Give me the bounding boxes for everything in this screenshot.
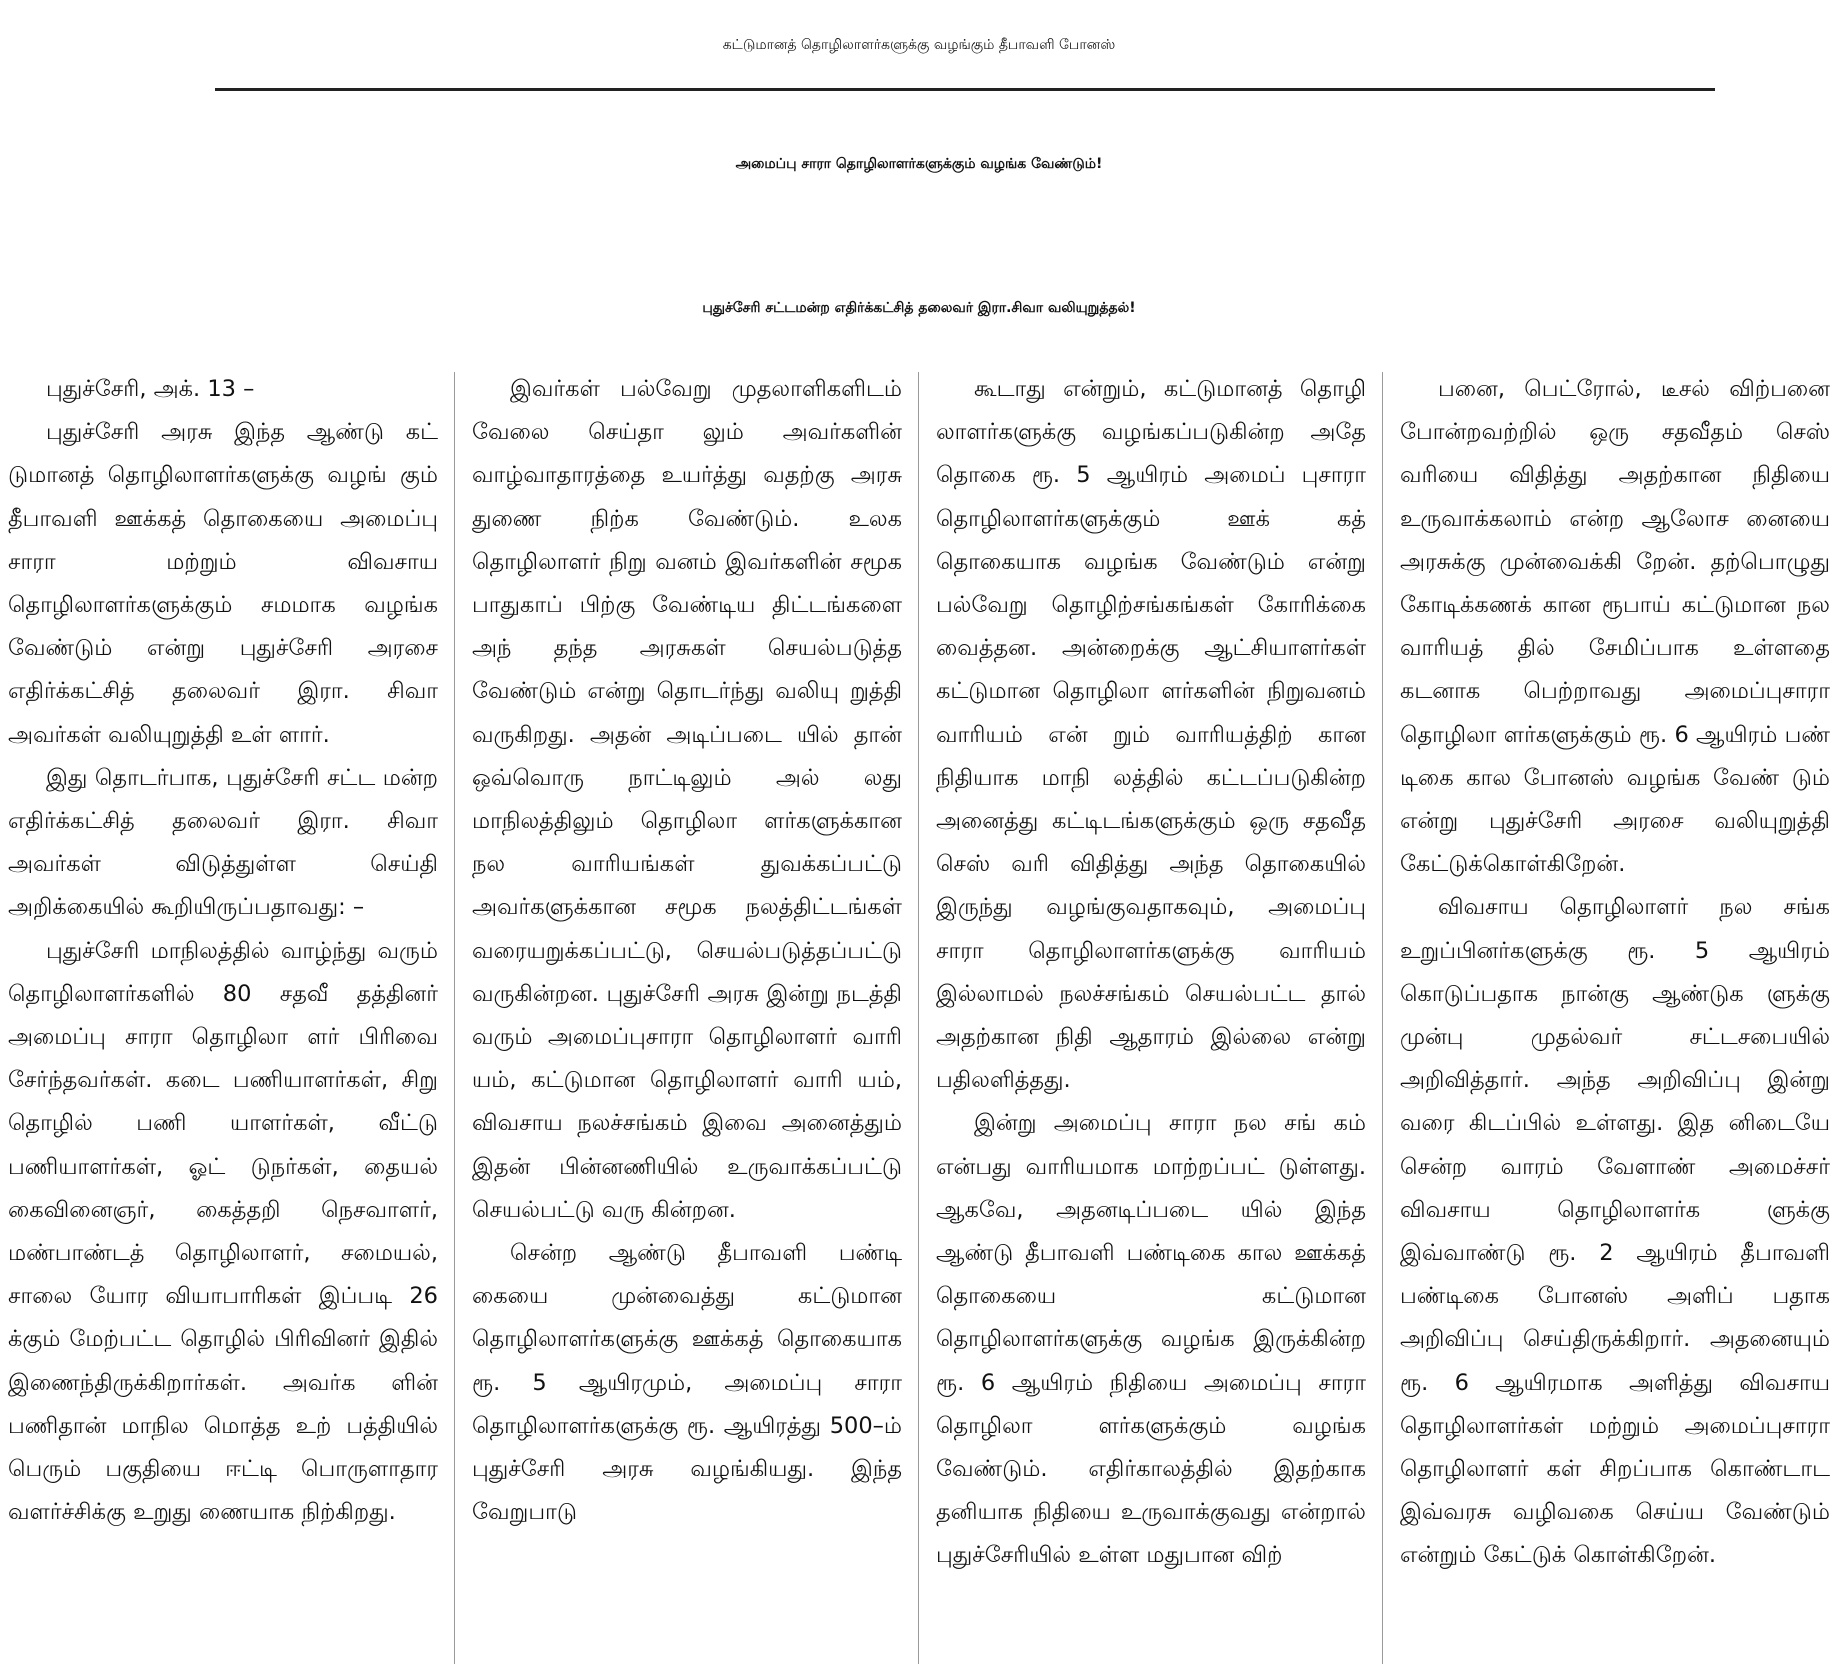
column-divider [918, 372, 919, 1664]
paragraph: இவர்கள் பல்வேறு முதலாளிகளிடம் வேலை செய்தா லும் அவர்களின் வாழ்வாதாரத்தை உயர்த்து வதற்கு அரசு துணை நிற்க வேண்டும். உலக தொழிலாளர் நிறு வனம் இவர்களின் சமூக பாதுகாப் பிற்கு வேண்டிய திட்டங்களை அந் தந்த அரசுகள் செயல்படுத்த வேண்டும் என்று தொடர்ந்து வலியு றுத்தி வருகிறது. அதன் அடிப்படை யில் தான் ஒவ்வொரு நாட்டிலும் அல் லது மாநிலத்திலும் தொழிலா ளர்களுக்கான நல வாரியங்கள் துவக்கப்பட்டு அவர்களுக்கான சமூக நலத்திட்டங்கள் வரையறுக்கப்பட்டு, செயல்படுத்தப்பட்டு வருகின்றன. புதுச்சேரி அரசு இன்று நடத்தி வரும் அமைப்புசாரா தொழிலாளர் வாரி யம், கட்டுமான தொழிலாளர் வாரி யம், விவசாய நலச்சங்கம் இவை அனைத்தும் இதன் பின்னணியில் உருவாக்கப்பட்டு செயல்பட்டு வரு கின்றன. [472, 376, 902, 1223]
paragraph-dateline: புதுச்சேரி, அக். 13 – [46, 376, 255, 402]
paragraph: புதுச்சேரி மாநிலத்தில் வாழ்ந்து வரும் தொழிலாளர்களில் 80 சதவீ தத்தினர் அமைப்பு சாரா தொழிலா ளர் பிரிவை சேர்ந்தவர்கள். கடை பணியாளர்கள், சிறு தொழில் பணி யாளர்கள், வீட்டு பணியாளர்கள், ஓட் டுநர்கள், தையல் கைவினைஞர், கைத்தறி நெசவாளர், மண்பாண்டத் தொழிலாளர், சமையல், சாலை யோர வியாபாரிகள் இப்படி 26 க்கும் மேற்பட்ட தொழில் பிரிவினர் இதில் இணைந்திருக்கிறார்கள். அவர்க ளின் பணிதான் மாநில மொத்த உற் பத்தியில் பெரும் பகுதியை ஈட்டி பொருளாதார வளர்ச்சிக்கு உறுது ணையாக நிற்கிறது. [8, 937, 438, 1526]
article-subheadline: புதுச்சேரி சட்டமன்ற எதிர்க்கட்சித் தலைவர் இரா.சிவா வலியுறுத்தல்! [702, 300, 1136, 316]
article-column-3 [936, 368, 1366, 1668]
article-headline: அமைப்பு சாரா தொழிலாளர்களுக்கும் வழங்க வேண்டும்! [735, 156, 1103, 172]
paragraph: இன்று அமைப்பு சாரா நல சங் கம் என்பது வாரியமாக மாற்றப்பட் டுள்ளது. ஆகவே, அதனடிப்படை யில் இந்த ஆண்டு தீபாவளி பண்டிகை கால ஊக்கத் தொகையை கட்டுமான தொழிலாளர்களுக்கு வழங்க இருக்கின்ற ரூ. 6 ஆயிரம் நிதியை அமைப்பு சாரா தொழிலா ளர்களுக்கும் வழங்க வேண்டும். எதிர்காலத்தில் இதற்காக தனியாக நிதியை உருவாக்குவது என்றால் புதுச்சேரியில் உள்ள மதுபான விற் [936, 1110, 1366, 1569]
article-column-2 [472, 368, 902, 1668]
kicker-rule [215, 88, 1715, 91]
paragraph: கூடாது என்றும், கட்டுமானத் தொழி லாளர்களுக்கு வழங்கப்படுகின்ற அதே தொகை ரூ. 5 ஆயிரம் அமைப் புசாரா தொழிலாளர்களுக்கும் ஊக் கத் தொகையாக வழங்க வேண்டும் என்று பல்வேறு தொழிற்சங்கங்கள் கோரிக்கை வைத்தன. அன்றைக்கு ஆட்சியாளர்கள் கட்டுமான தொழிலா ளர்களின் நிறுவனம் வாரியம் என் றும் வாரியத்திற் கான நிதியாக மாநி லத்தில் கட்டப்படுகின்ற அனைத்து கட்டிடங்களுக்கும் ஒரு சதவீத செஸ் வரி விதித்து அந்த தொகையில் இருந்து வழங்குவதாகவும், அமைப்பு சாரா தொழிலாளர்களுக்கு வாரியம் இல்லாமல் நலச்சங்கம் செயல்பட்ட தால் அதற்கான நிதி ஆதாரம் இல்லை என்று பதிலளித்தது. [936, 376, 1366, 1094]
column-divider [1382, 372, 1383, 1664]
paragraph: புதுச்சேரி அரசு இந்த ஆண்டு கட் டுமானத் தொழிலாளர்களுக்கு வழங் கும் தீபாவளி ஊக்கத் தொகையை அமைப்பு சாரா மற்றும் விவசாய தொழிலாளர்களுக்கும் சமமாக வழங்க வேண்டும் என்று புதுச்சேரி அரசை எதிர்க்கட்சித் தலைவர் இரா. சிவா அவர்கள் வலியுறுத்தி உள் ளார். [8, 419, 438, 748]
paragraph: இது தொடர்பாக, புதுச்சேரி சட்ட மன்ற எதிர்க்கட்சித் தலைவர் இரா. சிவா அவர்கள் விடுத்துள்ள செய்தி அறிக்கையில் கூறியிருப்பதாவது: – [8, 764, 438, 921]
article-kicker: கட்டுமானத் தொழிலாளர்களுக்கு வழங்கும் தீபாவளி போனஸ் [722, 37, 1116, 53]
article-column-4 [1400, 368, 1830, 1668]
article-column-1 [8, 368, 438, 1668]
column-divider [454, 372, 455, 1664]
paragraph: விவசாய தொழிலாளர் நல சங்க உறுப்பினர்களுக்கு ரூ. 5 ஆயிரம் கொடுப்பதாக நான்கு ஆண்டுக ளுக்கு முன்பு முதல்வர் சட்டசபையில் அறிவித்தார். அந்த அறிவிப்பு இன்று வரை கிடப்பில் உள்ளது. இத னிடையே சென்ற வாரம் வேளாண் அமைச்சர் விவசாய தொழிலாளர்க ளுக்கு இவ்வாண்டு ரூ. 2 ஆயிரம் தீபாவளி பண்டிகை போனஸ் அளிப் பதாக அறிவிப்பு செய்திருக்கிறார். அதனையும் ரூ. 6 ஆயிரமாக அளித்து விவசாய தொழிலாளர்கள் மற்றும் அமைப்புசாரா தொழிலாளர் கள் சிறப்பாக கொண்டாட இவ்வரசு வழிவகை செய்ய வேண்டும் என்றும் கேட்டுக் கொள்கிறேன். [1400, 894, 1830, 1569]
paragraph: சென்ற ஆண்டு தீபாவளி பண்டி கையை முன்வைத்து கட்டுமான தொழிலாளர்களுக்கு ஊக்கத் தொகையாக ரூ. 5 ஆயிரமும், அமைப்பு சாரா தொழிலாளர்களுக்கு ரூ. ஆயிரத்து 500–ம் புதுச்சேரி அரசு வழங்கியது. இந்த வேறுபாடு [472, 1240, 902, 1526]
paragraph: பனை, பெட்ரோல், டீசல் விற்பனை போன்றவற்றில் ஒரு சதவீதம் செஸ் வரியை விதித்து அதற்கான நிதியை உருவாக்கலாம் என்ற ஆலோச னையை அரசுக்கு முன்வைக்கி றேன். தற்பொழுது கோடிக்கணக் கான ரூபாய் கட்டுமான நல வாரியத் தில் சேமிப்பாக உள்ளதை கடனாக பெற்றாவது அமைப்புசாரா தொழிலா ளர்களுக்கும் ரூ. 6 ஆயிரம் பண் டிகை கால போனஸ் வழங்க வேண் டும் என்று புதுச்சேரி அரசை வலியுறுத்தி கேட்டுக்கொள்கிறேன். [1400, 376, 1830, 878]
